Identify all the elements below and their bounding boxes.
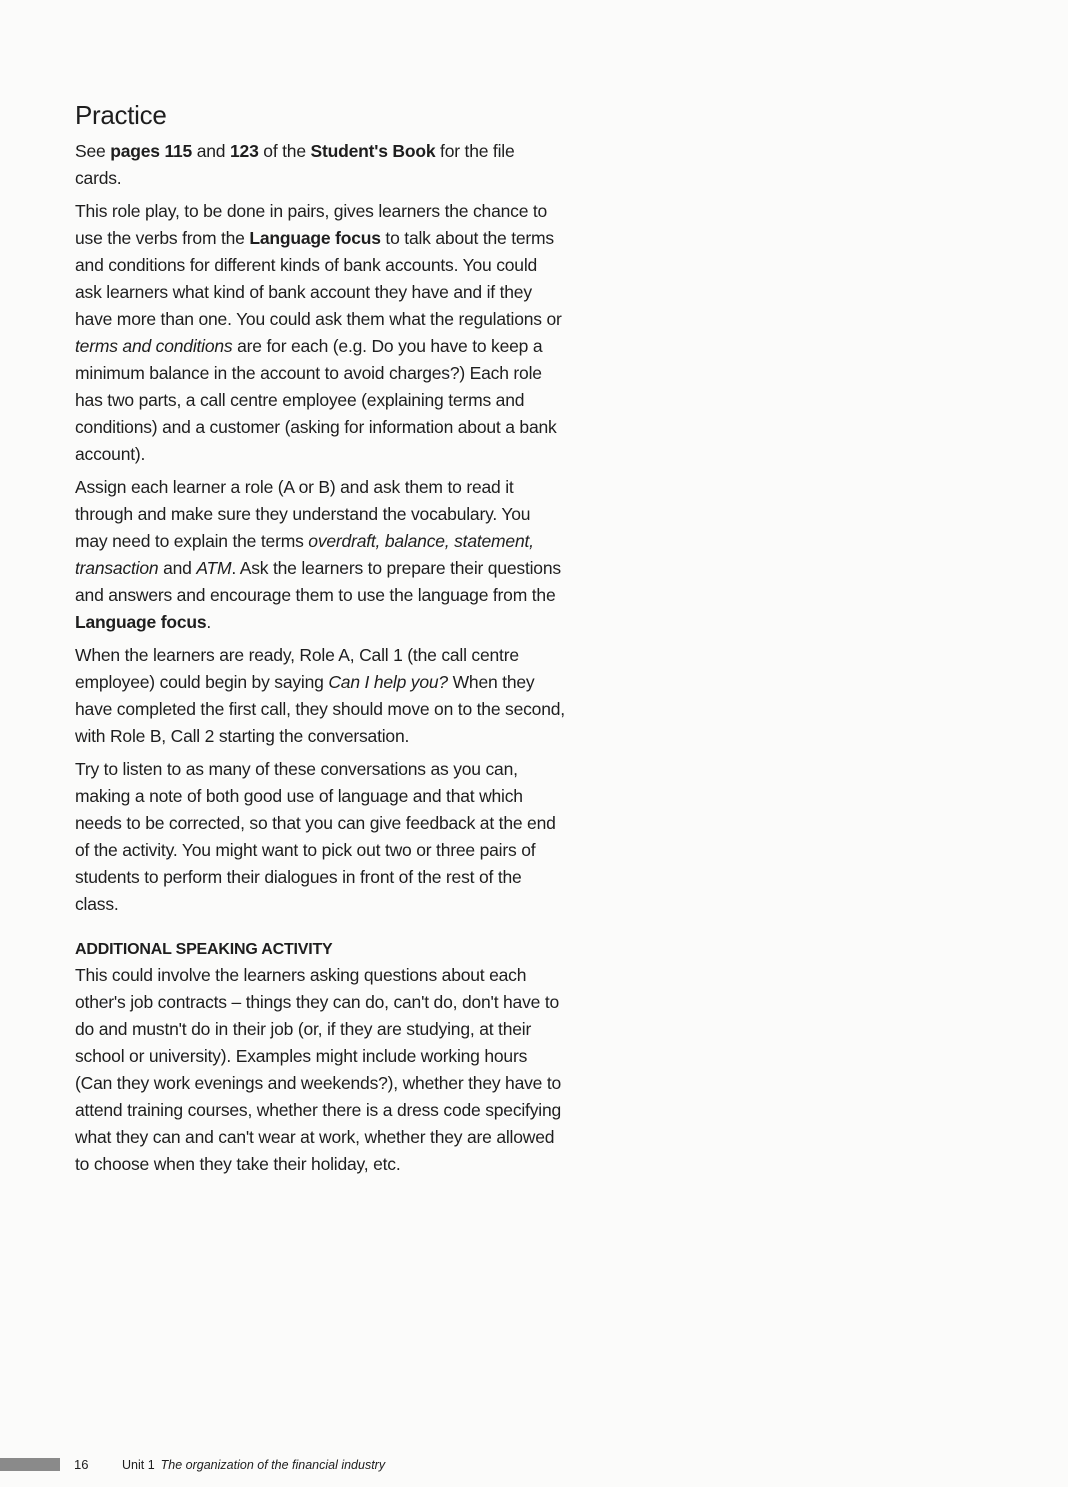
calls-paragraph <box>75 642 565 750</box>
page-number: 16 <box>74 1457 89 1472</box>
main-column <box>75 98 565 1184</box>
text-run: and <box>192 141 231 161</box>
text-run: are for each (e.g. Do you have to keep a minimum balance in the account to avoid charges?) Each role has two parts, a call centre employee (explaining terms and conditions) and a customer (asking for information about a bank account). <box>75 336 557 464</box>
unit-title: The organization of the financial industry <box>160 1458 386 1472</box>
text-run: for the file cards. <box>75 141 515 188</box>
unit-label: Unit 1 <box>122 1458 155 1472</box>
subheading: ADDITIONAL SPEAKING ACTIVITY <box>75 941 333 958</box>
bold-run: Language focus <box>249 228 381 248</box>
text-run: When they have completed the first call, they should move on to the second, with Role B, Call 2 starting the conversation. <box>75 672 565 746</box>
bold-run: pages 115 <box>110 141 193 161</box>
italic-run: Can I help you? <box>328 672 448 692</box>
text-run: and <box>158 558 197 578</box>
italic-run: terms and conditions <box>75 336 233 356</box>
italic-run: ATM <box>196 558 232 578</box>
assign-roles-paragraph <box>75 474 565 636</box>
bold-run: 123 <box>230 141 259 161</box>
role-play-paragraph <box>75 198 565 468</box>
footer-bar <box>0 1458 60 1471</box>
text-run: to talk about the terms and conditions for different kinds of bank accounts. You could ask learners what kind of bank account they have and if they have more than one. You could ask them what the regulations or <box>75 228 562 329</box>
page-footer <box>0 1456 700 1476</box>
section-title: Practice <box>75 100 167 130</box>
italic-run: overdraft, balance, statement, transaction <box>75 531 534 578</box>
additional-activity-paragraph: This could involve the learners asking questions about each other's job contracts – things they can do, can't do, don't have to do and mustn't do in their job (or, if they are studying, at their school or university). Examples might include working hours (Can they work evenings and weekends?), whether they have to attend training courses, whether there is a dress code specifying what they can and can't wear at work, whether they are allowed to choose when they take their holiday, etc. <box>75 965 562 1174</box>
feedback-paragraph: Try to listen to as many of these conversations as you can, making a note of both good use of language and that which needs to be corrected, so that you can give feedback at the end of the activity. You might want to pick out two or three pairs of students to perform their dialogues in front of the rest of the class. <box>75 759 556 914</box>
bold-run: Student's Book <box>310 141 436 161</box>
bold-run: Language focus <box>75 612 207 632</box>
text-run: This role play, to be done in pairs, gives learners the chance to use the verbs from the <box>75 201 548 248</box>
text-run: See <box>75 141 111 161</box>
running-head <box>122 1456 385 1474</box>
text-run: . Ask the learners to prepare their questions and answers and encourage them to use the language from the <box>75 558 561 605</box>
text-run: . <box>206 612 212 632</box>
text-run: Assign each learner a role (A or B) and ask them to read it through and make sure they understand the vocabulary. You may need to explain the terms <box>75 477 531 551</box>
text-run: When the learners are ready, Role A, Call 1 (the call centre employee) could begin by saying <box>75 645 519 692</box>
intro-paragraph <box>75 138 565 192</box>
text-run: of the <box>258 141 311 161</box>
